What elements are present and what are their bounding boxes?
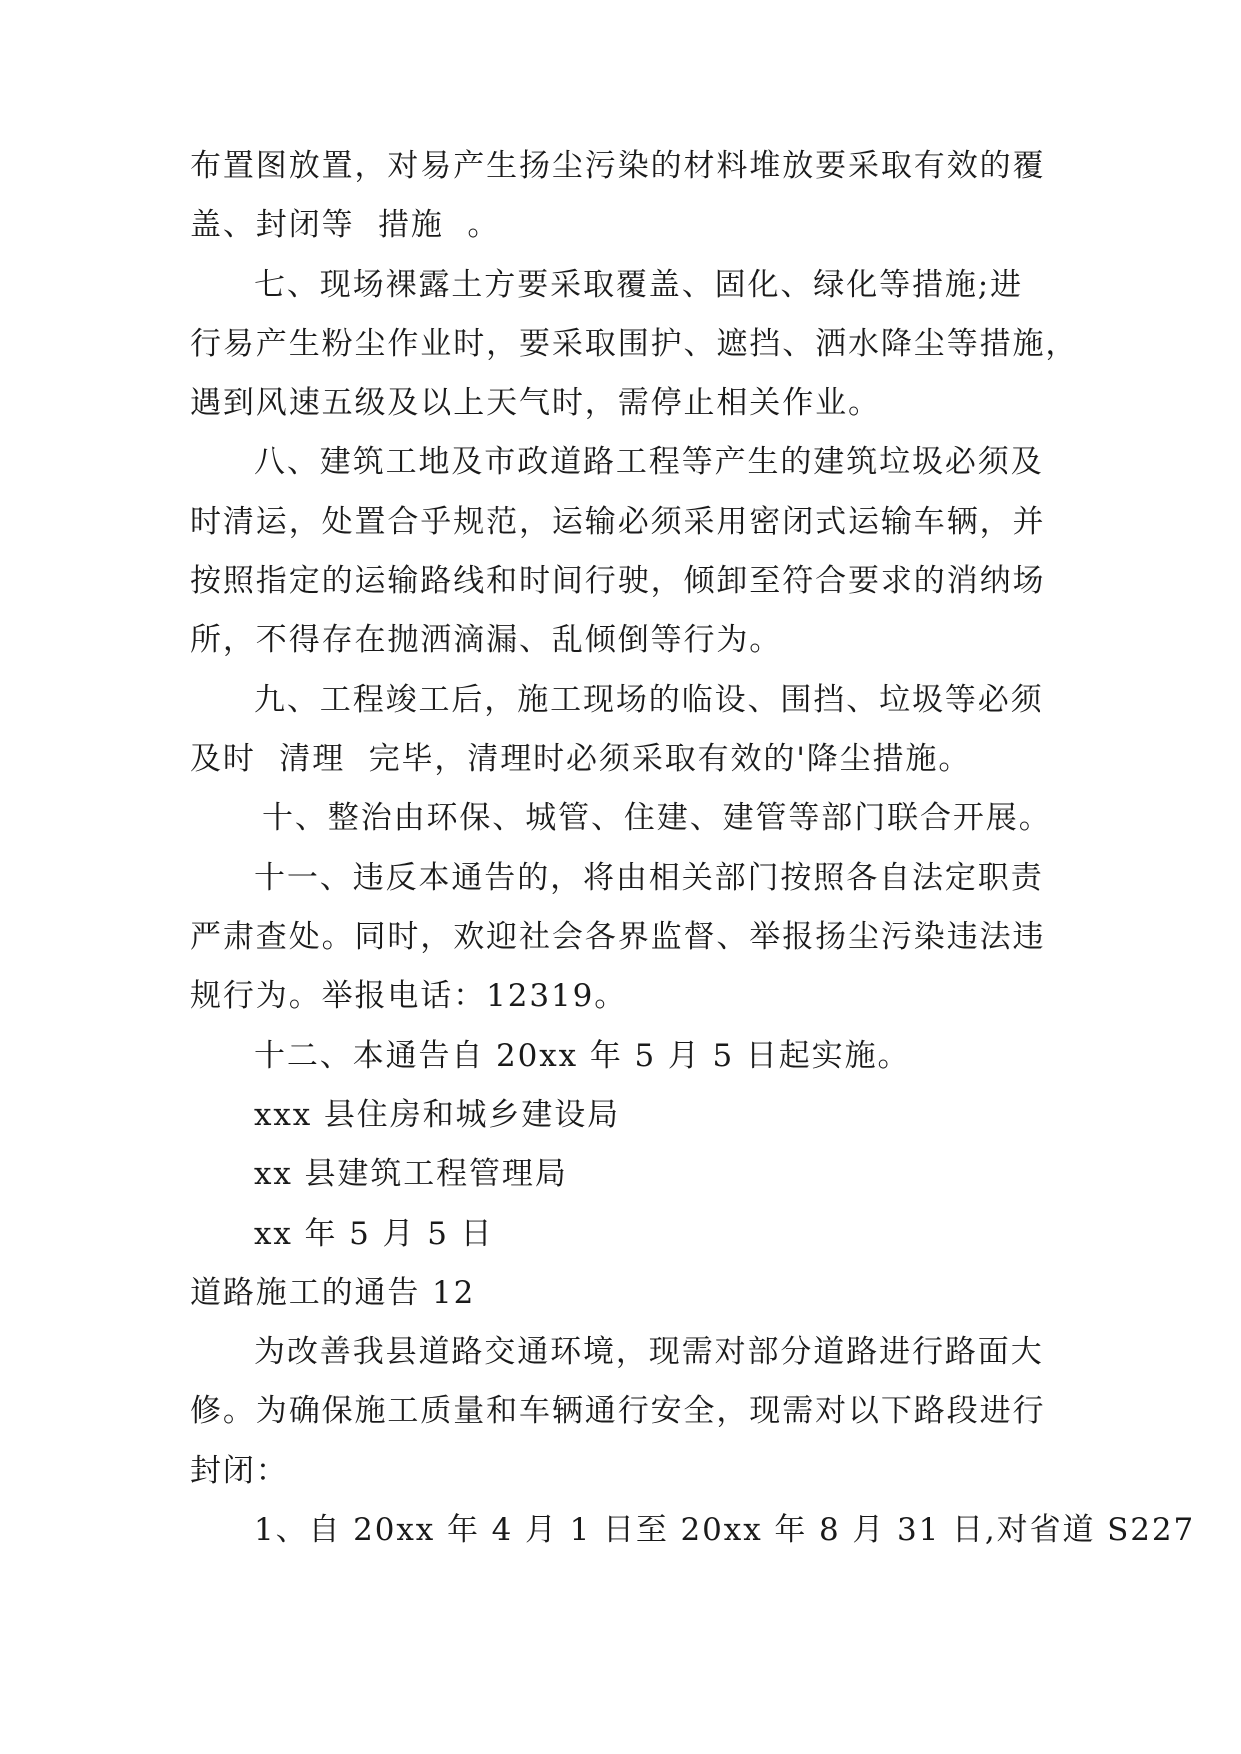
- signature-line: xx 县建筑工程管理局: [254, 1156, 568, 1192]
- text-line: 1、自 20xx 年 4 月 1 日至 20xx 年 8 月 31 日,对省道 S227: [254, 1512, 1196, 1548]
- text-line: 时清运，处置合乎规范，运输必须采用密闭式运输车辆，并: [190, 504, 1046, 540]
- text-line: 为改善我县道路交通环境，现需对部分道路进行路面大: [254, 1334, 1044, 1370]
- text-line: 及时 清理 完毕，清理时必须采取有效的'降尘措施。: [190, 741, 972, 777]
- text-line: 布置图放置，对易产生扬尘污染的材料堆放要采取有效的覆: [190, 148, 1046, 184]
- text-line: 按照指定的运输路线和时间行驶，倾卸至符合要求的消纳场: [190, 563, 1046, 599]
- text-line: 规行为。举报电话：12319。: [190, 978, 628, 1014]
- text-line: 遇到风速五级及以上天气时，需停止相关作业。: [190, 385, 881, 421]
- text-line: 盖、封闭等 措施 。: [190, 207, 501, 243]
- text-line: 行易产生粉尘作业时，要采取围护、遮挡、洒水降尘等措施，: [190, 326, 1079, 362]
- text-line: 十、整治由环保、城管、住建、建管等部门联合开展。: [262, 800, 1052, 836]
- date-line: xx 年 5 月 5 日: [254, 1216, 494, 1252]
- text-line: 封闭：: [190, 1453, 289, 1489]
- text-line: 修。为确保施工质量和车辆通行安全，现需对以下路段进行: [190, 1393, 1046, 1429]
- signature-line: xxx 县住房和城乡建设局: [254, 1097, 621, 1133]
- text-line: 七、现场裸露土方要采取覆盖、固化、绿化等措施;进: [254, 267, 1024, 303]
- text-line: 八、建筑工地及市政道路工程等产生的建筑垃圾必须及: [254, 444, 1044, 480]
- text-line: 十二、本通告自 20xx 年 5 月 5 日起实施。: [254, 1038, 911, 1074]
- text-line: 九、工程竣工后，施工现场的临设、围挡、垃圾等必须: [254, 682, 1044, 718]
- text-line: 十一、违反本通告的，将由相关部门按照各自法定职责: [254, 860, 1044, 896]
- text-line: 所，不得存在抛洒滴漏、乱倾倒等行为。: [190, 622, 783, 658]
- text-line: 严肃查处。同时，欢迎社会各界监督、举报扬尘污染违法违: [190, 919, 1046, 955]
- section-heading: 道路施工的通告 12: [190, 1275, 476, 1311]
